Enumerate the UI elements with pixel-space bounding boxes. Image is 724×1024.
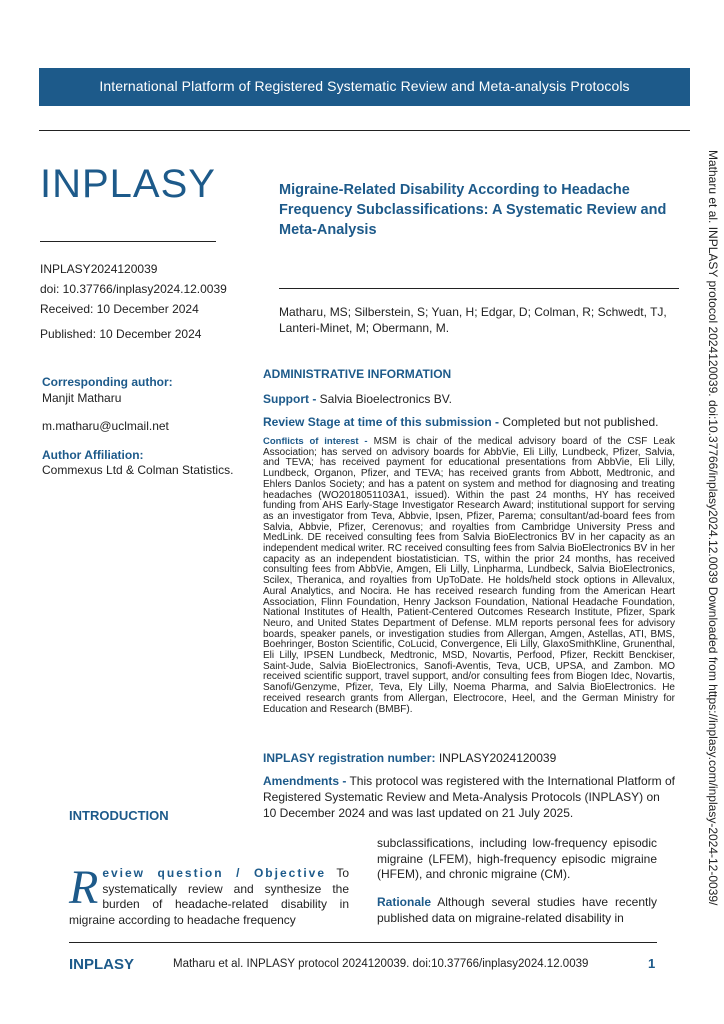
review-question-label: eview question / Objective bbox=[102, 866, 326, 880]
intro-column-right bbox=[377, 836, 657, 883]
footer-divider bbox=[69, 942, 657, 943]
rationale-text: Although several studies have recently published data on migraine-related disability in bbox=[377, 895, 657, 925]
footer-logo: INPLASY bbox=[69, 956, 135, 973]
published-date: Published: 10 December 2024 bbox=[40, 327, 202, 341]
review-stage-line bbox=[263, 415, 675, 429]
author-list: Matharu, MS; Silberstein, S; Yuan, H; Edgar, D; Colman, R; Schwedt, TJ, Lanteri-Minet, M; Obermann, M. bbox=[279, 305, 667, 335]
support-line bbox=[263, 392, 675, 406]
intro-column-left bbox=[69, 861, 349, 928]
amendments-text: This protocol was registered with the International Platform of Registered Systematic Review and Meta-Analysis Protocols (INPLASY) on 10 December 2024 and was last updated on 21 July 2025. bbox=[263, 774, 675, 820]
amendments bbox=[263, 773, 675, 821]
support-label: Support - bbox=[263, 392, 317, 406]
received-date: Received: 10 December 2024 bbox=[40, 302, 199, 316]
support-value: Salvia Bioelectronics BV. bbox=[316, 392, 452, 406]
review-stage-value: Completed but not published. bbox=[499, 415, 659, 429]
page-number: 1 bbox=[648, 956, 656, 971]
registration-value: INPLASY2024120039 bbox=[435, 751, 557, 765]
conflicts-of-interest bbox=[263, 437, 675, 715]
doi: doi: 10.37766/inplasy2024.12.0039 bbox=[40, 282, 227, 296]
affiliation-text: Commexus Ltd & Colman Statistics. bbox=[42, 463, 234, 477]
affiliation-heading: Author Affiliation: bbox=[42, 448, 144, 462]
registration-label: INPLASY registration number: bbox=[263, 751, 436, 765]
logo-underline bbox=[40, 241, 216, 242]
amendments-label: Amendments - bbox=[263, 774, 347, 788]
drop-cap: R bbox=[69, 861, 99, 914]
review-question-text: To systematically review and synthesize the burden of headache-related disability in migraine according to headache frequency bbox=[69, 866, 349, 927]
protocol-id: INPLASY2024120039 bbox=[40, 262, 158, 276]
top-divider bbox=[39, 130, 690, 131]
subclassifications-text: subclassifications, including low-frequency episodic migraine (LFEM), high-frequency episodic migraine (HFEM), and chronic migraine (CM). bbox=[377, 836, 657, 881]
admin-heading: ADMINISTRATIVE INFORMATION bbox=[263, 367, 452, 381]
registration-line bbox=[263, 751, 675, 765]
banner-title: International Platform of Registered Systematic Review and Meta-analysis Protocols bbox=[99, 78, 630, 94]
corresponding-author-email[interactable]: m.matharu@uclmail.net bbox=[42, 419, 169, 433]
coi-label: Conflicts of interest - bbox=[263, 436, 368, 447]
rationale-label: Rationale bbox=[377, 895, 432, 909]
side-download-note: Matharu et al. INPLASY protocol 2024120039. doi:10.37766/inplasy2024.12.0039 Downloaded from https://inplasy.com/inplasy-2024-12-0039/ bbox=[706, 150, 720, 906]
paper-title: Migraine-Related Disability According to Headache Frequency Subclassifications: A Systematic Review and Meta-Analysis bbox=[279, 182, 667, 238]
footer-citation: Matharu et al. INPLASY protocol 2024120039. doi:10.37766/inplasy2024.12.0039 bbox=[173, 958, 589, 970]
coi-text: MSM is chair of the medical advisory board of the CSF Leak Association; has served on advisory boards for AbbVie, Eli Lilly, Lundbeck, Pfizer, Salvia, and TEVA; has received payment for educational presentations from AbbVie, Eli Lilly, Lundbeck, Organon, Pfizer, and TEVA; has received grants from Abbott, Medtronic, and Ehlers Danlos Society; and has a patent on system and method for diagnosing and treating headaches (WO2018051103A1, issued). Within the past 24 months, HY has received funding from AHS Early-Stage Investigator Research Award; institutional support for serving as an investigator from Teva, Abbvie, Ipsen, Pfizer, Parema; consultant/ad-board fees from Salvia, Abbvie, Pfizer, Cerenovus; and royalties from Cambridge University Press and MedLink. DE received consulting fees from Salvia BioElectronics BV in her capacity as an independent medical writer. RC received consulting fees from Salvia BioElectronics BV in her capacity as an independent biostatistician. TS, within the prior 24 months, has received consulting fees from AbbVie, Amgen, Eli Lilly, Linpharma, Lundbeck, Salvia BioElectronics, Scilex, Theranica, and royalties from UpToDate. He holds/held stock options in Allevalux, Aural Analytics, and Nocira. He has received research funding from the American Heart Association, Flinn Foundation, Henry Jackson Foundation, National Headache Foundation, National Institutes of Health, Patient-Centered Outcomes Research Institute, Pfizer, Spark Neuro, and United States Department of Defense. MLM reports personal fees for advisory boards, speaker panels, or investigation studies from Allergan, Amgen, Astellas, ATI, BMS, Boehringer, Boston Scientific, CoLucid, Convergence, Eli Lilly, GlaxoSmithKline, Grunenthal, Eli Lilly, IPSEN Lundbeck, Medtronic, MSD, Novartis, Perfood, Pfizer, Reckitt Benckiser, Saint-Jude, Salvia BioElectronics, Sanofi-Aventis, Teva, UCB, UPSA, and Zambon. MO received scientific support, travel support, and/or consulting fees from Biogen Idec, Novartis, Sanofi/Genzyme, Pfizer, Teva, Ely Lilly, Noema Pharma, and Salvia BioElectronics. He received research grants from Allergan, Electrocore, Heel, and the German Ministry for Education and Research (BMBF). bbox=[263, 436, 675, 715]
corresponding-author-name: Manjit Matharu bbox=[42, 391, 122, 405]
rationale-paragraph bbox=[377, 895, 657, 926]
review-stage-label: Review Stage at time of this submission - bbox=[263, 415, 500, 429]
title-divider bbox=[279, 288, 679, 289]
inplasy-logo: INPLASY bbox=[40, 162, 216, 206]
introduction-heading: INTRODUCTION bbox=[69, 808, 169, 823]
corresponding-author-heading: Corresponding author: bbox=[42, 375, 173, 389]
header-banner bbox=[39, 68, 690, 106]
